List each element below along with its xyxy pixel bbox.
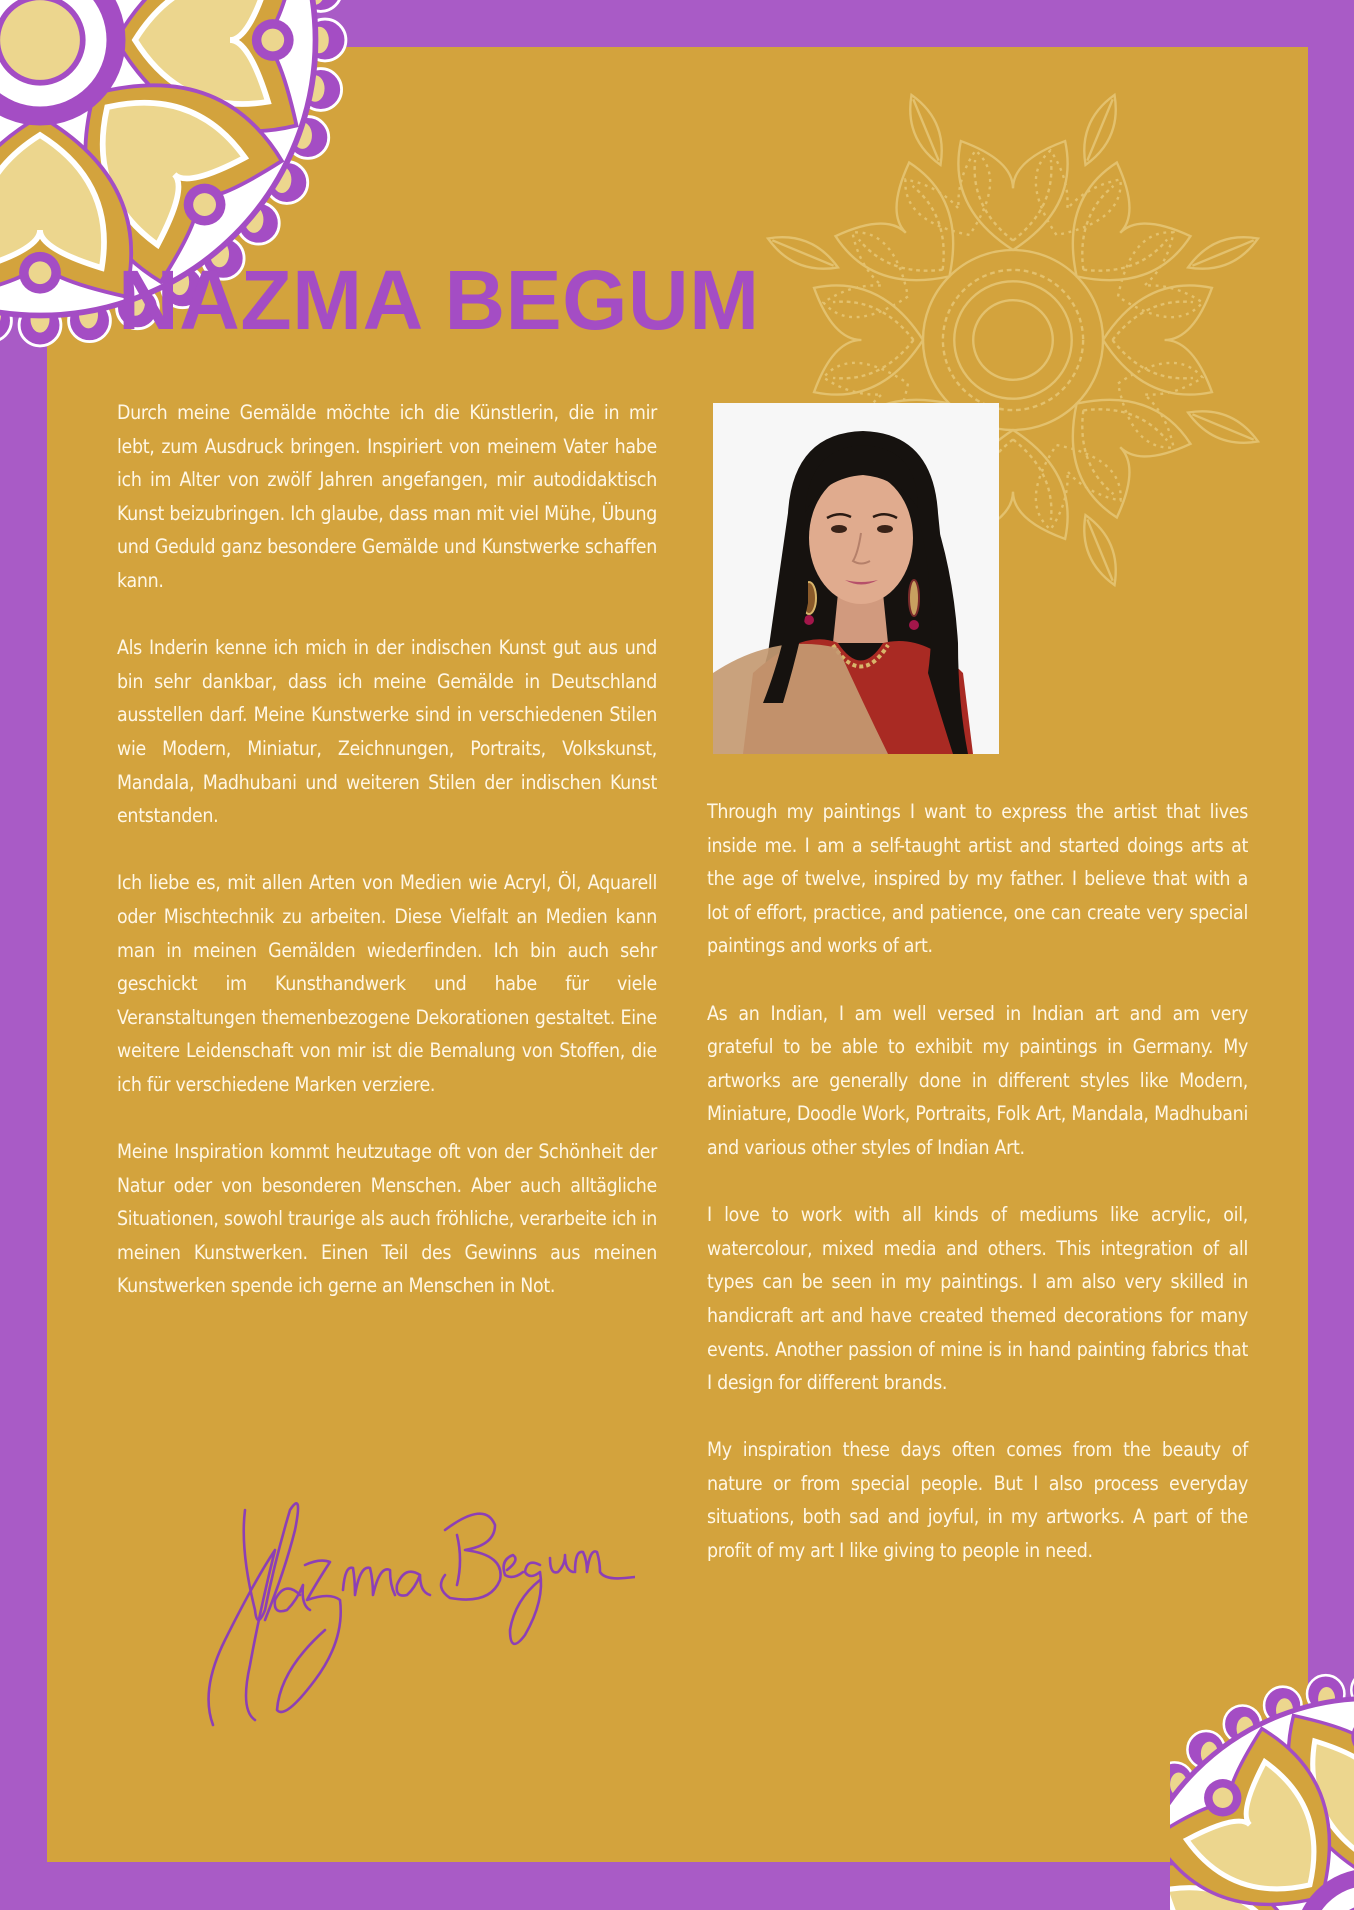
watermark-petal: [834, 161, 988, 315]
german-paragraph: Meine Inspiration kommt heutzutage oft von der Schönheit der Natur oder von besonderen Menschen. Aber auch alltägliche Situationen, sowohl traurige als auch fröhliche, verarbeite ich in meinen Kunstwerken. Einen Teil des Gewinns aus meinen Kunstwerken spende ich gerne an Menschen in Not.: [117, 1140, 657, 1298]
german-biography: [117, 396, 657, 1337]
watermark-petal: [1103, 285, 1212, 394]
english-paragraph: As an Indian, I am well versed in Indian art and am very grateful to be able to exhibit my paintings in Germany. My artworks are generally done in different styles like Modern, Miniature, Doodle Work, Portraits, Folk Art, Mandala, Madhubani and various other styles of Indian Art.: [707, 1001, 1248, 1159]
signature-icon: [195, 1480, 635, 1730]
watermark-petal: [814, 285, 923, 394]
watermark-petal: [958, 141, 1067, 250]
german-paragraph: Ich liebe es, mit allen Arten von Medien wie Acryl, Öl, Aquarell oder Mischtechnik zu arbeiten. Diese Vielfalt an Medien kann man in meinen Gemälden wiederfinden. Ich bin auch sehr geschickt im Kunsthandwerk und habe für viele Veranstaltungen themenbezogene Dekorationen gestaltet. Eine weitere Leidenschaft von mir ist die Bemalung von Stoffen, die ich für verschiedene Marken verziere.: [117, 871, 657, 1096]
english-paragraph: I love to work with all kinds of mediums like acrylic, oil, watercolour, mixed media and others. This integration of all types can be seen in my paintings. I am also very skilled in handicraft art and have created themed decorations for many events. Another passion of mine is in hand painting fabrics that I design for different brands.: [707, 1203, 1248, 1395]
english-paragraph: Through my paintings I want to express the artist that lives inside me. I am a self-taught artist and started doings arts at the age of twelve, inspired by my father. I believe that with a lot of effort, practice, and patience, one can create very special paintings and works of art.: [707, 800, 1248, 958]
watermark-petal: [1038, 365, 1192, 519]
watermark-petal: [1038, 161, 1192, 315]
english-biography: [707, 795, 1248, 1601]
german-paragraph: Als Inderin kenne ich mich in der indischen Kunst gut aus und bin sehr dankbar, dass ich meine Gemälde in Deutschland ausstellen darf. Meine Kunstwerke sind in verschiedenen Stilen wie Modern, Miniatur, Zeichnungen, Portraits, Volkskunst, Mandala, Madhubani und weiteren Stilen der indischen Kunst entstanden.: [117, 636, 657, 828]
portrait-illustration: [713, 403, 999, 754]
artist-name-heading: NAZMA BEGUM: [118, 253, 760, 347]
mandala-ornament-icon: [1170, 1575, 1354, 1910]
english-paragraph: My inspiration these days often comes from the beauty of nature or from special people. But I also process everyday situations, both sad and joyful, in my artworks. A part of the profit of my art I like giving to people in need.: [707, 1438, 1248, 1563]
artist-portrait-photo: [713, 403, 999, 754]
german-paragraph: Durch meine Gemälde möchte ich die Künstlerin, die in mir lebt, zum Ausdruck bringen. Inspiriert von meinem Vater habe ich im Alter von zwölf Jahren angefangen, mir autodidaktisch Kunst beizubringen. Ich glaube, dass man mit viel Mühe, Übung und Geduld ganz besondere Gemälde und Kunstwerke schaffen kann.: [117, 401, 657, 592]
